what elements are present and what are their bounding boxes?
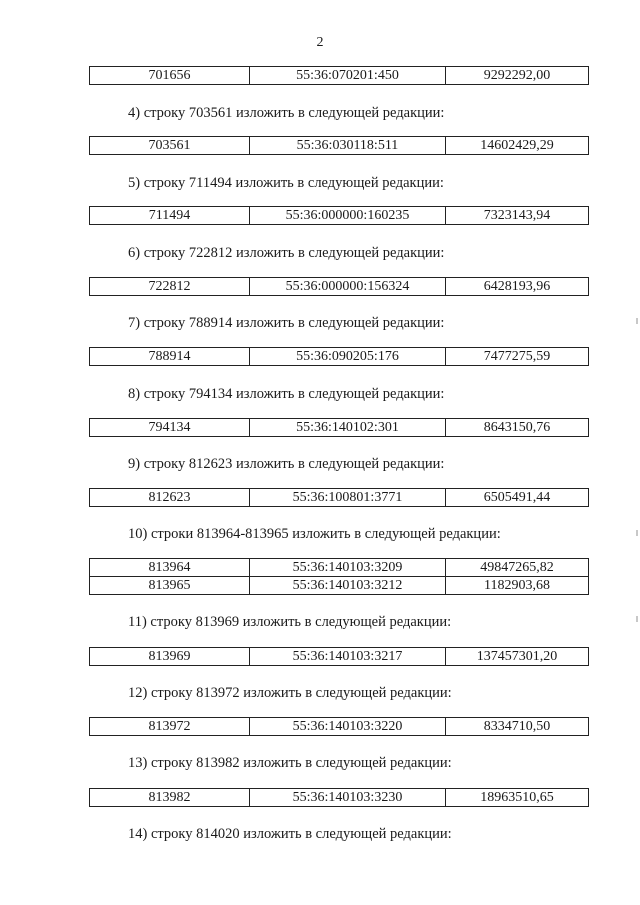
- table-cell-id: 813969: [90, 648, 250, 666]
- table-cell-cadastral-number: 55:36:140103:3212: [250, 577, 446, 595]
- table-cell-cadastral-number: 55:36:140103:3209: [250, 559, 446, 577]
- table-row: [90, 577, 589, 595]
- paragraph: 7) строку 788914 изложить в следующей редакции:: [128, 315, 445, 331]
- data-table: [89, 277, 589, 296]
- paragraph: 6) строку 722812 изложить в следующей редакции:: [128, 245, 445, 261]
- table-row: [90, 419, 589, 437]
- table-cell-value: 6428193,96: [446, 278, 589, 296]
- data-table: [89, 66, 589, 85]
- table-cell-value: 49847265,82: [446, 559, 589, 577]
- data-table: [89, 488, 589, 507]
- table-cell-id: 813982: [90, 789, 250, 807]
- table-cell-value: 137457301,20: [446, 648, 589, 666]
- table-cell-cadastral-number: 55:36:140103:3230: [250, 789, 446, 807]
- table-cell-cadastral-number: 55:36:140103:3220: [250, 718, 446, 736]
- table-row: [90, 137, 589, 155]
- table-cell-id: 788914: [90, 348, 250, 366]
- paragraph: 9) строку 812623 изложить в следующей редакции:: [128, 456, 445, 472]
- data-table: [89, 206, 589, 225]
- table-cell-value: 6505491,44: [446, 489, 589, 507]
- table-cell-id: 711494: [90, 207, 250, 225]
- table-cell-cadastral-number: 55:36:000000:160235: [250, 207, 446, 225]
- table-cell-value: 8643150,76: [446, 419, 589, 437]
- page-number: 2: [316, 35, 324, 50]
- table-cell-cadastral-number: 55:36:140102:301: [250, 419, 446, 437]
- paragraph: 14) строку 814020 изложить в следующей редакции:: [128, 826, 452, 842]
- paragraph: 13) строку 813982 изложить в следующей редакции:: [128, 755, 452, 771]
- data-table: [89, 717, 589, 736]
- table-row: [90, 67, 589, 85]
- paragraph: 8) строку 794134 изложить в следующей редакции:: [128, 386, 445, 402]
- table-cell-id: 703561: [90, 137, 250, 155]
- table-cell-cadastral-number: 55:36:090205:176: [250, 348, 446, 366]
- table-cell-cadastral-number: 55:36:000000:156324: [250, 278, 446, 296]
- table-cell-id: 701656: [90, 67, 250, 85]
- table-cell-value: 7477275,59: [446, 348, 589, 366]
- paragraph: 10) строки 813964-813965 изложить в следующей редакции:: [128, 526, 501, 542]
- data-table: [89, 647, 589, 666]
- table-cell-value: 18963510,65: [446, 789, 589, 807]
- table-row: [90, 789, 589, 807]
- paragraph: 11) строку 813969 изложить в следующей редакции:: [128, 614, 452, 630]
- table-cell-value: 7323143,94: [446, 207, 589, 225]
- scan-mark: [636, 318, 638, 324]
- table-row: [90, 207, 589, 225]
- table-cell-cadastral-number: 55:36:030118:511: [250, 137, 446, 155]
- table-row: [90, 718, 589, 736]
- data-table: [89, 418, 589, 437]
- paragraph: 4) строку 703561 изложить в следующей редакции:: [128, 105, 445, 121]
- table-cell-id: 812623: [90, 489, 250, 507]
- table-cell-value: 14602429,29: [446, 137, 589, 155]
- table-row: [90, 278, 589, 296]
- data-table: [89, 558, 589, 595]
- table-row: [90, 489, 589, 507]
- table-row: [90, 648, 589, 666]
- table-cell-id: 813965: [90, 577, 250, 595]
- table-row: [90, 348, 589, 366]
- data-table: [89, 136, 589, 155]
- table-cell-cadastral-number: 55:36:100801:3771: [250, 489, 446, 507]
- data-table: [89, 788, 589, 807]
- paragraph: 12) строку 813972 изложить в следующей редакции:: [128, 685, 452, 701]
- table-cell-cadastral-number: 55:36:140103:3217: [250, 648, 446, 666]
- paragraph: 5) строку 711494 изложить в следующей редакции:: [128, 175, 444, 191]
- table-cell-id: 813972: [90, 718, 250, 736]
- data-table: [89, 347, 589, 366]
- table-cell-id: 722812: [90, 278, 250, 296]
- table-cell-value: 9292292,00: [446, 67, 589, 85]
- table-cell-value: 8334710,50: [446, 718, 589, 736]
- table-cell-id: 794134: [90, 419, 250, 437]
- table-cell-id: 813964: [90, 559, 250, 577]
- table-row: [90, 559, 589, 577]
- scan-mark: [636, 530, 638, 536]
- table-cell-cadastral-number: 55:36:070201:450: [250, 67, 446, 85]
- scan-mark: [636, 616, 638, 622]
- table-cell-value: 1182903,68: [446, 577, 589, 595]
